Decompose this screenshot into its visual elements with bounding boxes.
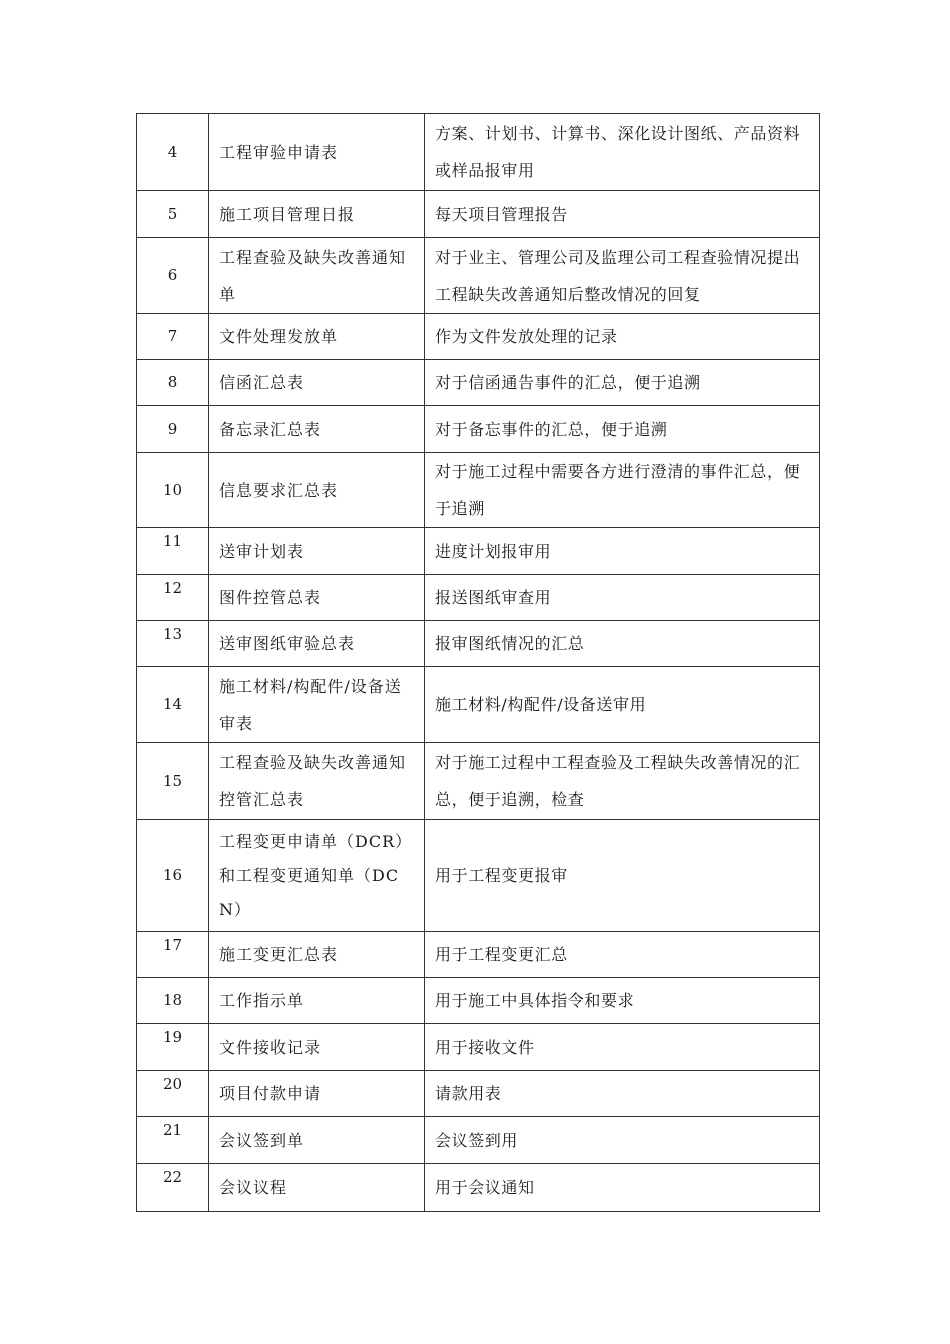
row-number: 20 <box>137 1071 209 1117</box>
row-number: 21 <box>137 1117 209 1164</box>
row-number: 15 <box>137 743 209 820</box>
row-number: 19 <box>137 1024 209 1071</box>
form-description: 对于施工过程中工程查验及工程缺失改善情况的汇总，便于追溯，检查 <box>425 743 820 820</box>
table-row <box>137 1071 820 1117</box>
form-description: 用于工程变更汇总 <box>425 932 820 978</box>
form-description: 对于业主、管理公司及监理公司工程查验情况提出工程缺失改善通知后整改情况的回复 <box>425 238 820 314</box>
table-row <box>137 932 820 978</box>
form-description: 对于信函通告事件的汇总，便于追溯 <box>425 360 820 406</box>
form-description: 每天项目管理报告 <box>425 191 820 238</box>
row-number: 10 <box>137 453 209 528</box>
table-row <box>137 453 820 528</box>
table-row <box>137 978 820 1024</box>
table-row <box>137 1024 820 1071</box>
row-number: 12 <box>137 575 209 621</box>
table-row <box>137 191 820 238</box>
form-name: 工程审验申请表 <box>209 114 425 191</box>
form-description: 用于工程变更报审 <box>425 820 820 932</box>
form-name: 备忘录汇总表 <box>209 406 425 453</box>
form-name: 施工项目管理日报 <box>209 191 425 238</box>
row-number: 9 <box>137 406 209 453</box>
form-description: 请款用表 <box>425 1071 820 1117</box>
row-number: 6 <box>137 238 209 314</box>
form-name: 工作指示单 <box>209 978 425 1024</box>
row-number: 17 <box>137 932 209 978</box>
form-name: 施工变更汇总表 <box>209 932 425 978</box>
form-name: 工程变更申请单（DCR）和工程变更通知单（DCN） <box>209 820 425 932</box>
form-name: 送审图纸审验总表 <box>209 621 425 667</box>
form-description: 报送图纸审查用 <box>425 575 820 621</box>
form-description: 方案、计划书、计算书、深化设计图纸、产品资料或样品报审用 <box>425 114 820 191</box>
form-description: 用于施工中具体指令和要求 <box>425 978 820 1024</box>
form-name: 工程查验及缺失改善通知单 <box>209 238 425 314</box>
table-row <box>137 114 820 191</box>
row-number: 16 <box>137 820 209 932</box>
form-name: 图件控管总表 <box>209 575 425 621</box>
table-row <box>137 621 820 667</box>
table-row <box>137 743 820 820</box>
table-row <box>137 667 820 743</box>
row-number: 8 <box>137 360 209 406</box>
row-number: 22 <box>137 1164 209 1212</box>
table-row <box>137 238 820 314</box>
form-description: 用于接收文件 <box>425 1024 820 1071</box>
row-number: 18 <box>137 978 209 1024</box>
row-number: 13 <box>137 621 209 667</box>
table-row <box>137 1164 820 1212</box>
table-row <box>137 314 820 360</box>
form-name: 送审计划表 <box>209 528 425 575</box>
document-table <box>136 113 820 1212</box>
table-row <box>137 360 820 406</box>
form-description: 作为文件发放处理的记录 <box>425 314 820 360</box>
form-description: 报审图纸情况的汇总 <box>425 621 820 667</box>
row-number: 14 <box>137 667 209 743</box>
form-name: 施工材料/构配件/设备送审表 <box>209 667 425 743</box>
row-number: 5 <box>137 191 209 238</box>
form-description: 对于备忘事件的汇总，便于追溯 <box>425 406 820 453</box>
form-description: 对于施工过程中需要各方进行澄清的事件汇总，便于追溯 <box>425 453 820 528</box>
table-row <box>137 1117 820 1164</box>
table-row <box>137 528 820 575</box>
form-description: 进度计划报审用 <box>425 528 820 575</box>
form-name: 项目付款申请 <box>209 1071 425 1117</box>
row-number: 4 <box>137 114 209 191</box>
form-name: 工程查验及缺失改善通知控管汇总表 <box>209 743 425 820</box>
row-number: 11 <box>137 528 209 575</box>
form-name: 会议签到单 <box>209 1117 425 1164</box>
form-name: 文件处理发放单 <box>209 314 425 360</box>
form-name: 会议议程 <box>209 1164 425 1212</box>
form-description: 用于会议通知 <box>425 1164 820 1212</box>
table-row <box>137 575 820 621</box>
table-row <box>137 406 820 453</box>
row-number: 7 <box>137 314 209 360</box>
form-description: 会议签到用 <box>425 1117 820 1164</box>
form-name: 信息要求汇总表 <box>209 453 425 528</box>
form-name: 文件接收记录 <box>209 1024 425 1071</box>
form-description: 施工材料/构配件/设备送审用 <box>425 667 820 743</box>
table-row <box>137 820 820 932</box>
form-name: 信函汇总表 <box>209 360 425 406</box>
